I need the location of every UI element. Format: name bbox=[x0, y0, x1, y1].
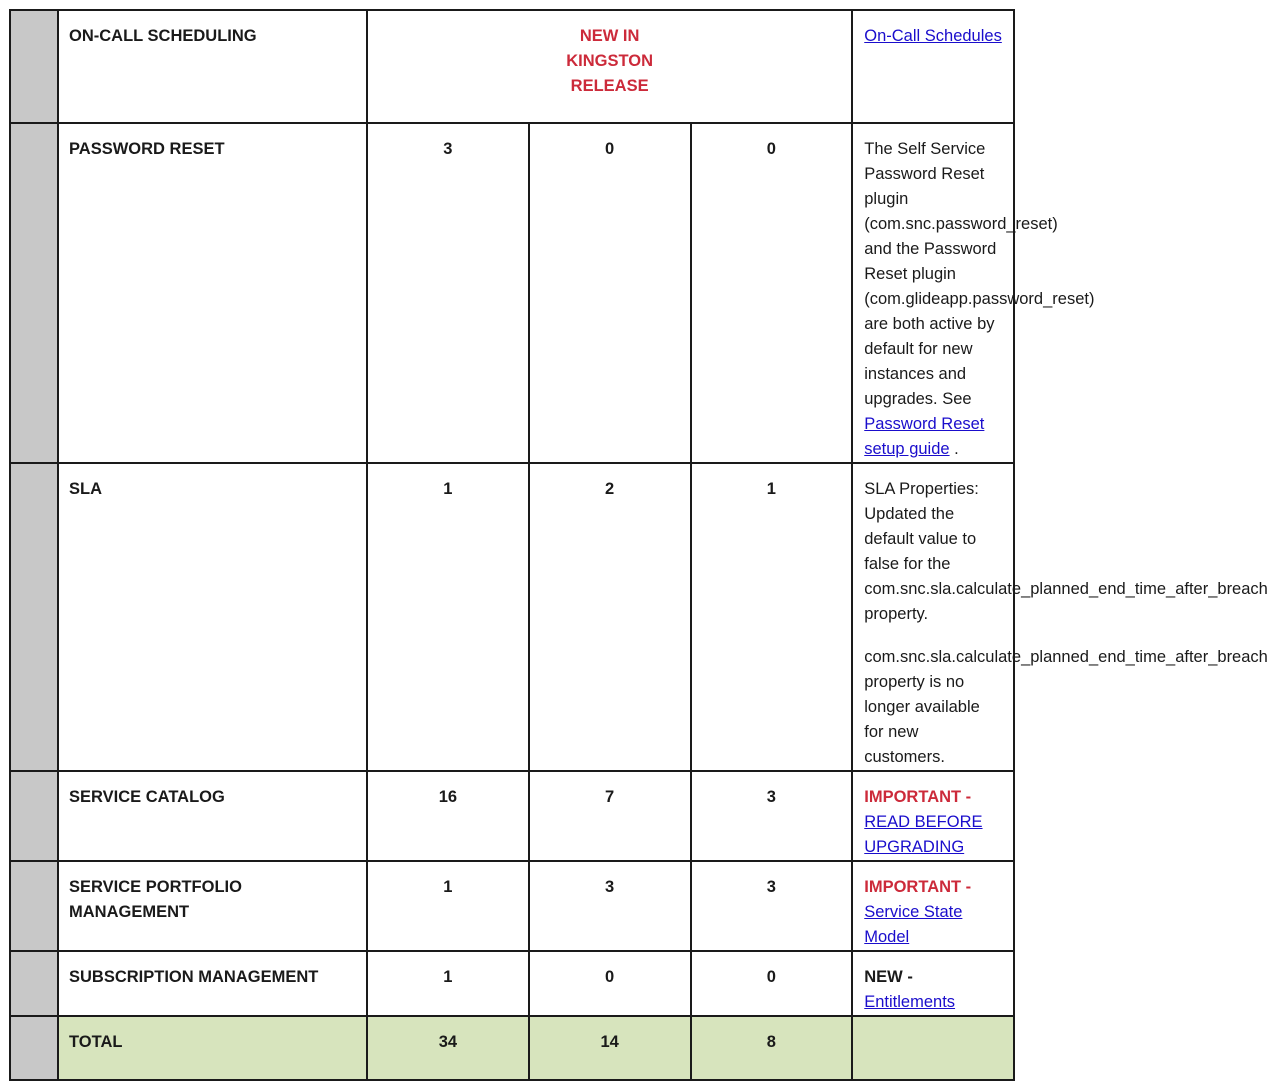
table-row bbox=[10, 10, 1014, 123]
count-cell: 1 bbox=[367, 463, 529, 771]
table-row bbox=[10, 123, 1014, 463]
count-cell: 1 bbox=[691, 463, 853, 771]
entitlements-link[interactable]: Entitlements bbox=[864, 993, 956, 1011]
sla-paragraph-1: SLA Properties: Updated the default value to false for the com.snc.sla.calculate_planned_end_time_after_breach property. bbox=[864, 480, 1268, 623]
table-row bbox=[10, 861, 1014, 951]
table-row bbox=[10, 951, 1014, 1016]
count-cell: 1 bbox=[367, 951, 529, 1016]
row-name: PASSWORD RESET bbox=[58, 123, 367, 463]
row-gutter bbox=[10, 951, 58, 1016]
new-label: NEW - bbox=[864, 968, 913, 986]
row-name: ON-CALL SCHEDULING bbox=[58, 10, 367, 123]
row-gutter bbox=[10, 463, 58, 771]
count-cell: 0 bbox=[529, 951, 691, 1016]
total-label: TOTAL bbox=[58, 1016, 367, 1080]
important-label: IMPORTANT - bbox=[864, 878, 972, 896]
count-cell: 3 bbox=[691, 861, 853, 951]
row-description bbox=[852, 10, 1014, 123]
count-cell: 0 bbox=[691, 123, 853, 463]
release-note: NEW IN KINGSTON RELEASE bbox=[367, 10, 852, 123]
on-call-schedules-link[interactable]: On-Call Schedules bbox=[864, 27, 1002, 45]
total-count-cell: 8 bbox=[691, 1016, 853, 1080]
row-gutter bbox=[10, 771, 58, 861]
count-cell: 3 bbox=[367, 123, 529, 463]
row-description bbox=[852, 463, 1268, 771]
read-before-upgrading-link[interactable]: READ BEFORE UPGRADING bbox=[864, 813, 983, 856]
row-description bbox=[852, 861, 1014, 951]
row-description bbox=[852, 951, 1014, 1016]
service-state-model-link[interactable]: Service State Model bbox=[864, 903, 963, 946]
row-gutter bbox=[10, 861, 58, 951]
total-row bbox=[10, 1016, 1014, 1080]
row-gutter bbox=[10, 1016, 58, 1080]
table-row bbox=[10, 771, 1014, 861]
row-gutter bbox=[10, 123, 58, 463]
row-name: SUBSCRIPTION MANAGEMENT bbox=[58, 951, 367, 1016]
total-count-cell: 14 bbox=[529, 1016, 691, 1080]
count-cell: 2 bbox=[529, 463, 691, 771]
count-cell: 0 bbox=[529, 123, 691, 463]
row-name: SLA bbox=[58, 463, 367, 771]
count-cell: 3 bbox=[529, 861, 691, 951]
row-gutter bbox=[10, 10, 58, 123]
count-cell: 16 bbox=[367, 771, 529, 861]
important-label: IMPORTANT - bbox=[864, 788, 972, 806]
password-reset-guide-link[interactable]: Password Reset setup guide bbox=[864, 415, 985, 458]
table-row bbox=[10, 463, 1014, 771]
row-name: SERVICE CATALOG bbox=[58, 771, 367, 861]
row-description bbox=[852, 771, 1014, 861]
row-description: The Self Service Password Reset plugin (com.snc.password_reset) and the Password Reset plugin (com.glideapp.password_reset) are both active by default for new instances and upgrades. See Password Reset setup guide . bbox=[852, 123, 1014, 463]
count-cell: 0 bbox=[691, 951, 853, 1016]
total-count-cell: 34 bbox=[367, 1016, 529, 1080]
count-cell: 3 bbox=[691, 771, 853, 861]
sla-paragraph-2: com.snc.sla.calculate_planned_end_time_after_breach property is no longer available for new customers. bbox=[864, 648, 1268, 766]
count-cell: 1 bbox=[367, 861, 529, 951]
total-description bbox=[852, 1016, 1014, 1080]
release-summary-table bbox=[9, 9, 1268, 1081]
row-name: SERVICE PORTFOLIO MANAGEMENT bbox=[58, 861, 367, 951]
count-cell: 7 bbox=[529, 771, 691, 861]
